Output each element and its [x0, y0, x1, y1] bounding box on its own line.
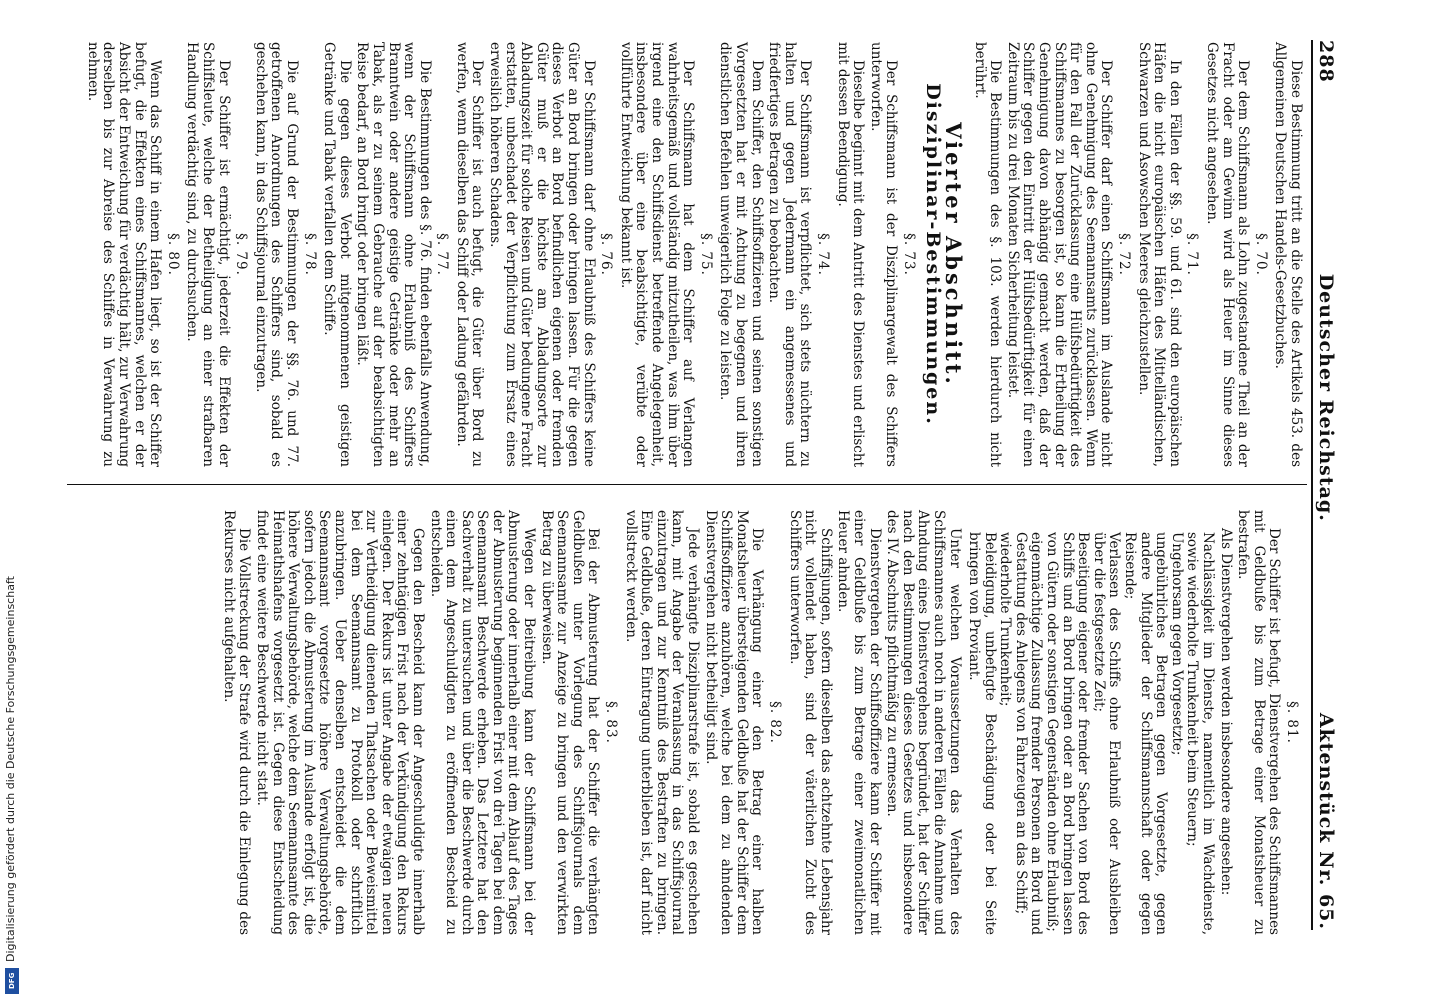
paragraph: Der Schiffsmann ist der Disziplinargewalt des Schiffers unterworfen.	[867, 42, 900, 472]
left-column	[82, 42, 1304, 472]
paragraph: Wenn das Schiff in einem Hafen liegt, so ist der Schiffer befugt, die Effekten eines Schiffsmannes, welchen er der Absicht der Entweichung für verdächtig hält, zur Verwahrung derselben bis zur Abreise des Schiffes in Verwahrung zu nehmen.	[84, 42, 164, 472]
paragraph: Schiffsjungen, sofern dieselben das achtzehnte Lebensjahr nicht vollendet haben, sind der väterlichen Zucht des Schiffers unterworfen.	[786, 510, 834, 940]
section-number: §. 77.	[434, 233, 451, 276]
paragraph: In den Fällen der §§. 59. und 61. sind den europäischen Häfen die nicht europäischen Häfen des Mittelländischen, Schwarzen und Asowschen Meeres gleichzustellen.	[1135, 42, 1183, 472]
right-column	[218, 510, 1303, 940]
list-item: Ungehorsam gegen Vorgesetzte;	[1168, 532, 1185, 756]
list-item: Beseitigung eigener oder fremder Sachen von Bord des Schiffs und an Bord bringen oder an Bord bringen lassen von Gütern oder sonstigen Gegenständen ohne Erlaubniß;	[1044, 532, 1092, 935]
paragraph: Die gegen dieses Verbot mitgenommenen geistigen Getränke und Tabak verfallen dem Schiffe.	[321, 42, 353, 472]
list-item: ungebührliches Betragen gegen Vorgesetzte, gegen andere Mitglieder der Schiffsmannschaft oder gegen Reisende;	[1122, 532, 1170, 935]
paragraph: Die Bestimmungen des §. 76. finden ebenfalls Anwendung, wenn der Schiffsmann ohne Erlaubniß des Schiffers Branntwein oder andere geistige Getränke oder mehr an Tabak, als er zu seinem Gebrauche auf der beabsichtigten Reise bedarf, an Bord bringt oder bringen läßt.	[354, 42, 433, 472]
paragraph: Bei der Abmusterung hat der Schiffer die verhängten Geldbußen unter Vorlegung des Schiffsjournals dem Seemannsamte zur Anzeige zu bringen und den verwirkten Betrag zu überweisen.	[538, 510, 602, 940]
footer-strip	[2, 0, 22, 1000]
column-divider	[67, 484, 1307, 485]
section-number: §. 82.	[767, 701, 783, 744]
section-number: §. 73.	[900, 233, 917, 276]
section-number: §. 71.	[1184, 233, 1201, 276]
paragraph: Der dem Schiffsmann als Lohn zugestandene Theil an der Fracht oder am Gewinn wird als Heuer im Sinne dieses Gesetzes nicht angesehen.	[1204, 42, 1252, 472]
section-number: §. 81.	[1284, 701, 1300, 744]
paragraph: Der Schiffer ist ermächtigt, jederzeit die Effekten der Schiffsleute, welche der Betheiligung an einer strafbaren Handlung verdächtig sind, zu durchsuchen.	[184, 42, 232, 472]
rotated-page	[45, 20, 1347, 950]
list-item: wiederholte Trunkenheit;	[997, 532, 1014, 707]
paragraph: Als Dienstvergehen werden insbesondere angesehen:	[1217, 528, 1234, 896]
page-number: 288	[1314, 40, 1337, 83]
paragraph: Jede verhängte Disziplinarstrafe ist, sobald es geschehen kann, mit Angabe der Veranlassung in das Schiffsjournal einzutragen und zur Kenntniß des Bestraften zu bringen. Eine Geldbuße, deren Eintragung unterblieben ist, darf nicht vollstreckt werden.	[622, 510, 702, 940]
offense-list	[966, 532, 1216, 935]
paragraph: Die Vollstreckung der Strafe wird durch die Einlegung des Rekurses nicht aufgehalten.	[220, 510, 253, 940]
paragraph: Gegen den Bescheid kann der Angeschuldigte innerhalb einer zehntägigen Frist nach der Verkündigung den Rekurs einlegen. Der Rekurs ist unter Angabe der etwaigen neuen zur Vertheidigung dienenden Thatsachen oder Beweismittel bei dem Seemannsamt zu Protokoll oder schriftlich anzubringen. Ueber denselben entscheidet die dem Seemannsamt vorgesetzte höhere Verwaltungsbehörde, sofern jedoch die Abmusterung im Auslande erfolgt ist, die höhere Verwaltungsbehörde, welche dem Seemannsamte des Heimathshafens vorgesetzt ist. Gegen diese Entscheidung findet eine weitere Beschwerde nicht statt.	[254, 510, 426, 940]
list-item: Beleidigung, unbefugte Beschädigung oder bei Seite bringen von Proviant.	[966, 532, 998, 935]
list-item: Verlassen des Schiffs ohne Erlaubniß oder Ausbleiben über die festgesetzte Zeit;	[1090, 532, 1123, 935]
paragraph: Der Schiffsmann darf ohne Erlaubniß des Schiffers keine Güter an Bord bringen oder bringen lassen. Für die gegen dieses Verbot an Bord befindlichen eigenen oder fremden Güter muß er die höchste am Abladungsorte zur Abladungszeit für solche Reisen und Güter bedungene Fracht erstatten, unbeschadet der Verpflichtung zum Ersatz eines erweislich höheren Schadens.	[487, 42, 597, 472]
paragraph: Dem Schiffer, den Schiffsoffizieren und seinen sonstigen Vorgesetzten hat er mit Achtung zu begegnen und ihren dienstlichen Befehlen unweigerlich Folge zu leisten.	[717, 42, 765, 472]
paragraph: Der Schiffer ist auch befugt, die Güter über Bord zu werfen, wenn dieselben das Schiff oder Ladung gefährden.	[453, 42, 486, 472]
page-header	[1311, 40, 1337, 930]
paragraph: Der Schiffsmann ist verpflichtet, sich stets nüchtern zu halten und gegen Jedermann ein angemessenes und friedfertiges Betragen zu beobachten.	[766, 42, 814, 472]
section-number: §. 83.	[603, 701, 620, 744]
paragraph: Die Bestimmungen des §. 103. werden hierdurch nicht berührt.	[971, 42, 1004, 472]
paragraph: Die auf Grund der Bestimmungen der §§. 76. und 77. getroffenen Anordnungen des Schiffers sind, sobald es geschehen kann, in das Schiffsjournal einzutragen.	[252, 42, 300, 472]
section-number: §. 80.	[164, 233, 181, 276]
paragraph: Der Schiffer ist befugt, Dienstvergehen des Schiffsmannes mit Geldbuße bis zum Betrage einer Monatsheuer zu bestrafen.	[1235, 510, 1283, 940]
paragraph: Der Schiffsmann hat dem Schiffer auf Verlangen wahrheitsgemäß und vollständig mitzutheilen, was ihm über irgend eine den Schiffsdienst betreffende Angelegenheit, insbesondere über eine beabsichtigte, verübte oder vollführte Entweichung bekannt ist.	[617, 42, 697, 472]
section-number: §. 75.	[697, 233, 714, 276]
section-number: §. 79.	[233, 233, 250, 276]
chapter-subheading: Disziplinar-Bestimmungen.	[921, 83, 944, 426]
section-number: §. 70.	[1252, 233, 1269, 276]
paragraph: Diese Bestimmung tritt an die Stelle des Artikels 453. des Allgemeinen Deutschen Handels-Gesetzbuches.	[1272, 42, 1304, 472]
document-page	[45, 0, 1347, 1000]
list-item: eigenmächtige Zulassung fremder Personen an Bord und Gestattung des Anlegens von Fahrzeugen an das Schiff;	[1012, 532, 1045, 935]
section-number: §. 74.	[814, 233, 831, 276]
section-number: §. 72.	[1116, 233, 1133, 276]
document-number: Aktenstück Nr. 65.	[1314, 712, 1337, 930]
section-number: §. 78.	[301, 233, 318, 276]
paragraph: Unter welchen Voraussetzungen das Verhalten des Schiffsmannes auch noch in anderen Fällen die Annahme und Ahndung eines Dienstvergehens begründet, hat der Schiffer nach den Bestimmungen dieses Gesetzes und insbesondere des IV. Abschnitts pflichtmäßig zu ermessen.	[884, 510, 963, 940]
paragraph: Wegen der Beitreibung kann der Schiffsmann bei der Abmusterung oder innerhalb einer mit dem Ablauf des Tages der Abmusterung beginnenden Frist von drei Tagen bei dem Seemannsamt Beschwerde erheben. Das Letztere hat den Sachverhalt zu untersuchen und über die Beschwerde durch einen dem Angeschuldigten zu eröffnenden Bescheid zu entscheiden.	[427, 510, 538, 940]
list-item: Nachlässigkeit im Dienste, namentlich im Wachdienste, sowie wiederholte Trunkenheit beim Steuern;	[1184, 532, 1217, 935]
paragraph: Die Verhängung einer den Betrag einer halben Monatsheuer übersteigenden Geldbuße hat der Schiffer dem Schiffsoffiziere anzuhören, welche bei dem zu ahndenden Dienstvergehen nicht betheiligt sind.	[702, 510, 766, 940]
running-title: Deutscher Reichstag.	[1314, 273, 1337, 522]
dfg-logo: DFG	[5, 968, 19, 994]
paragraph: Der Schiffer darf einen Schiffsmann im Auslande nicht ohne Genehmigung des Seemannsamts zurücklassen. Wenn für den Fall der Zurücklassung eine Hülfsbedürftigkeit des Schiffsmannes zu besorgen ist, so kann die Ertheilung der Genehmigung davon abhängig gemacht werden, daß der Schiffer gegen den Eintritt der Hülfsbedürftigkeit für einen Zeitraum bis zu drei Monaten Sicherheitung leistet.	[1004, 42, 1115, 472]
paragraph: Dieselbe beginnt mit dem Antritt des Dienstes und erlischt mit dessen Beendigung.	[834, 42, 867, 472]
chapter-heading: Vierter Abschnitt.	[941, 122, 967, 387]
funding-note: Digitalisierung gefördert durch die Deutsche Forschungsgemeinschaft	[4, 576, 17, 962]
paragraph: Dienstvergehen der Schiffsoffiziere kann der Schiffer mit einer Geldbuße bis zum Betrage einer zweimonatlichen Heuer ahnden.	[835, 510, 883, 940]
section-number: §. 76.	[598, 233, 615, 276]
